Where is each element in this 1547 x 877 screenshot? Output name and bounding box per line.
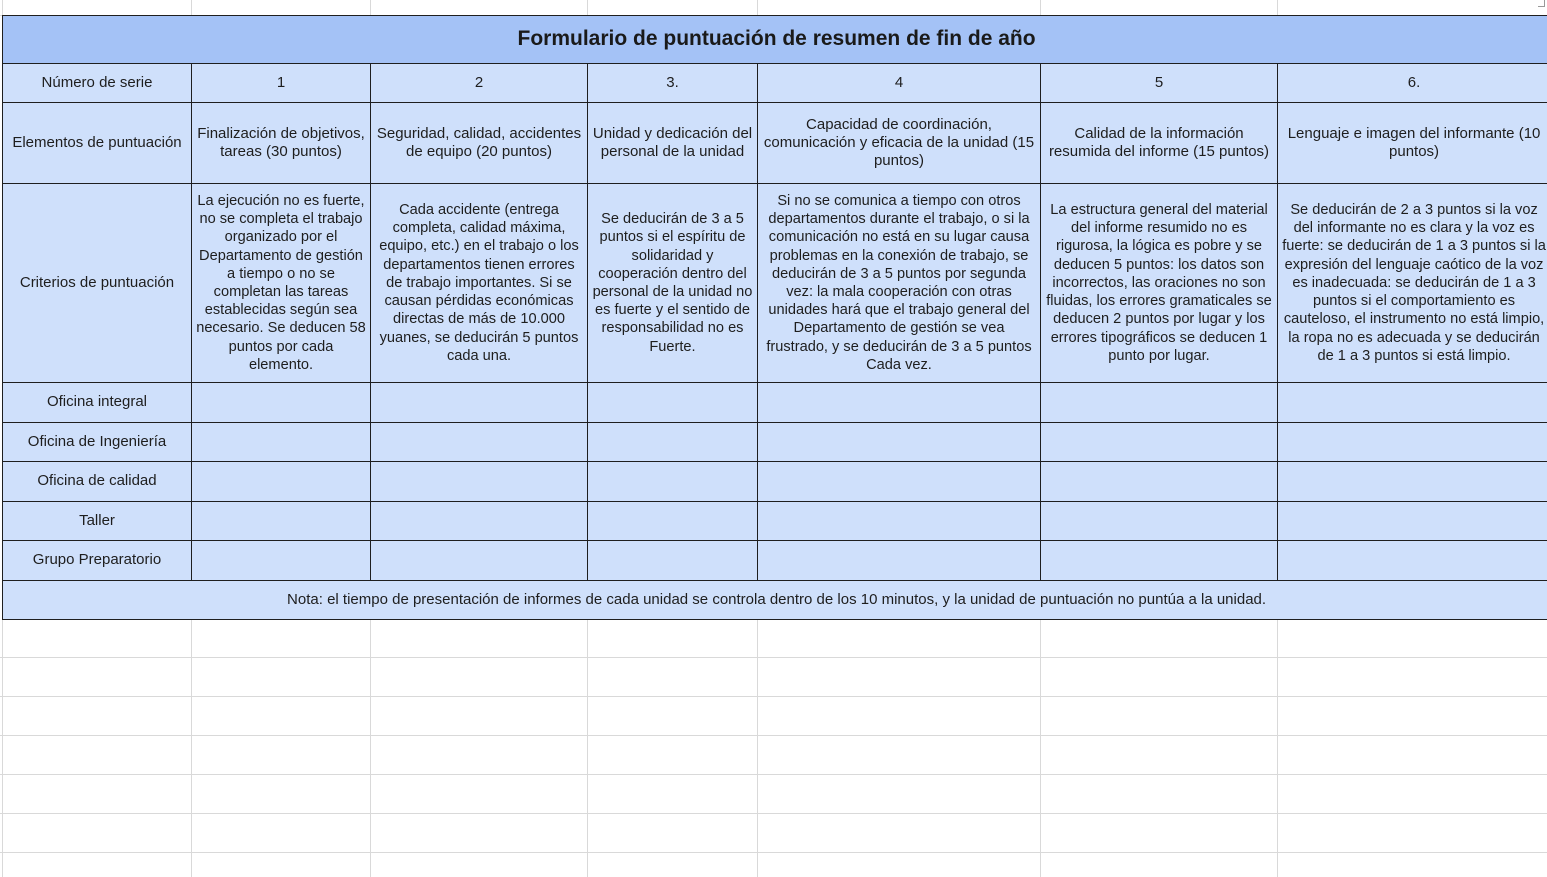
score-cell[interactable] [192, 422, 371, 462]
serial-cell[interactable]: 4 [758, 64, 1041, 103]
unit-row-label[interactable]: Taller [3, 501, 192, 541]
score-cell[interactable] [758, 422, 1041, 462]
score-cell[interactable] [1041, 422, 1278, 462]
score-cell[interactable] [1041, 501, 1278, 541]
score-cell[interactable] [758, 383, 1041, 423]
score-cell[interactable] [758, 501, 1041, 541]
score-cell[interactable] [1278, 383, 1547, 423]
serial-cell[interactable]: 1 [192, 64, 371, 103]
score-cell[interactable] [588, 501, 758, 541]
score-cell[interactable] [1278, 462, 1547, 502]
unit-row-label[interactable]: Oficina de Ingeniería [3, 422, 192, 462]
serial-cell[interactable]: 3. [588, 64, 758, 103]
score-cell[interactable] [758, 462, 1041, 502]
score-cell[interactable] [1278, 501, 1547, 541]
score-cell[interactable] [588, 462, 758, 502]
serial-cell[interactable]: 2 [371, 64, 588, 103]
top-row-strip [0, 0, 1547, 16]
score-cell[interactable] [192, 541, 371, 581]
score-cell[interactable] [1278, 541, 1547, 581]
resize-handle-icon[interactable] [1538, 0, 1545, 7]
score-cell[interactable] [1041, 541, 1278, 581]
unit-row-label[interactable]: Grupo Preparatorio [3, 541, 192, 581]
criteria-cell[interactable]: Si no se comunica a tiempo con otros departamentos durante el trabajo, o si la comunicación no está en su lugar causa problemas en la conexión de trabajo, se deducirán de 3 a 5 puntos por segunda vez: la mala cooperación con otras unidades hará que el trabajo general del Departamento de gestión se vea frustrado, y se deducirán de 3 a 5 puntos Cada vez. [758, 184, 1041, 383]
score-cell[interactable] [1041, 462, 1278, 502]
score-cell[interactable] [588, 541, 758, 581]
criteria-cell[interactable]: Se deducirán de 2 a 3 puntos si la voz del informante no es clara y la voz es fuerte: se deducirán de 1 a 3 puntos si la expresión del lenguaje caótico de la voz es inadecuada: se deducirán de 1 a 3 puntos si el comportamiento es cauteloso, el instrumento no está limpio, la ropa no es adecuada y se deducirán de 1 a 3 puntos si está limpio. [1278, 184, 1547, 383]
score-cell[interactable] [1278, 422, 1547, 462]
scoring-item-cell[interactable]: Seguridad, calidad, accidentes de equipo (20 puntos) [371, 103, 588, 184]
scoring-item-cell[interactable]: Calidad de la información resumida del informe (15 puntos) [1041, 103, 1278, 184]
score-cell[interactable] [371, 501, 588, 541]
score-cell[interactable] [371, 462, 588, 502]
criteria-cell[interactable]: Cada accidente (entrega completa, calidad máxima, equipo, etc.) en el trabajo o los departamentos tienen errores de trabajo importantes. Si se causan pérdidas económicas directas de más de 10.000 yuanes, se deducirán 5 puntos cada una. [371, 184, 588, 383]
unit-row-label[interactable]: Oficina integral [3, 383, 192, 423]
score-cell[interactable] [192, 501, 371, 541]
serial-cell[interactable]: 5 [1041, 64, 1278, 103]
score-cell[interactable] [192, 462, 371, 502]
scoring-item-cell[interactable]: Capacidad de coordinación, comunicación y eficacia de la unidad (15 puntos) [758, 103, 1041, 184]
score-cell[interactable] [192, 383, 371, 423]
score-cell[interactable] [371, 383, 588, 423]
scoring-table [2, 15, 1547, 620]
criteria-cell[interactable]: La ejecución no es fuerte, no se completa el trabajo organizado por el Departamento de gestión a tiempo o no se completan las tareas establecidas según sea necesario. Se deducen 58 puntos por cada elemento. [192, 184, 371, 383]
items-row-label[interactable]: Elementos de puntuación [3, 103, 192, 184]
serial-row-label[interactable]: Número de serie [3, 64, 192, 103]
scoring-item-cell[interactable]: Unidad y dedicación del personal de la unidad [588, 103, 758, 184]
table-title[interactable]: Formulario de puntuación de resumen de fin de año [3, 16, 1547, 64]
score-cell[interactable] [588, 383, 758, 423]
score-cell[interactable] [1041, 383, 1278, 423]
table-note[interactable]: Nota: el tiempo de presentación de informes de cada unidad se controla dentro de los 10 minutos, y la unidad de puntuación no puntúa a la unidad. [3, 580, 1547, 620]
serial-cell[interactable]: 6. [1278, 64, 1547, 103]
score-cell[interactable] [371, 422, 588, 462]
criteria-cell[interactable]: La estructura general del material del informe resumido no es rigurosa, la lógica es pobre y se deducen 5 puntos: los datos son incorrectos, las oraciones no son fluidas, los errores gramaticales se deducen 2 puntos por lugar y los errores tipográficos se deducen 1 punto por lugar. [1041, 184, 1278, 383]
criteria-row-label[interactable]: Criterios de puntuación [3, 184, 192, 383]
score-cell[interactable] [758, 541, 1041, 581]
scoring-item-cell[interactable]: Lenguaje e imagen del informante (10 puntos) [1278, 103, 1547, 184]
unit-row-label[interactable]: Oficina de calidad [3, 462, 192, 502]
criteria-cell[interactable]: Se deducirán de 3 a 5 puntos si el espíritu de solidaridad y cooperación dentro del personal de la unidad no es fuerte y el sentido de responsabilidad no es Fuerte. [588, 184, 758, 383]
score-cell[interactable] [588, 422, 758, 462]
scoring-item-cell[interactable]: Finalización de objetivos, tareas (30 puntos) [192, 103, 371, 184]
score-cell[interactable] [371, 541, 588, 581]
